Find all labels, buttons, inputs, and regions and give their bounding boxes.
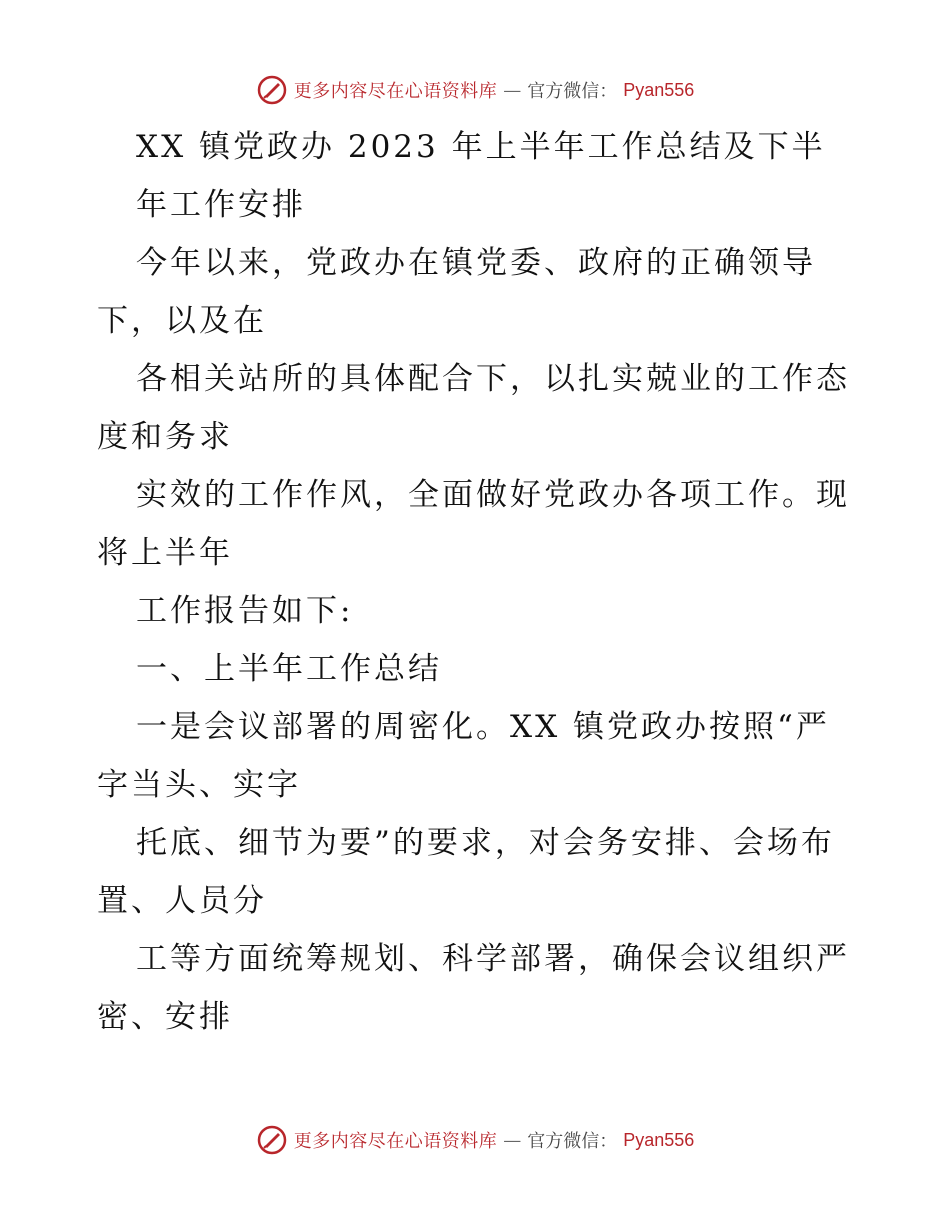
watermark-contact-id: Pyan556 [623,1129,695,1150]
paragraph-line: 置、人员分 [97,883,267,919]
paragraph-line: 工作报告如下: [136,593,354,629]
watermark-separator: — [503,79,522,101]
paragraph-line: 度和务求 [97,419,233,455]
watermark-contact-label: 官方微信： [527,1131,618,1152]
quill-logo-icon [256,1124,288,1156]
quill-logo-icon [256,74,288,106]
paragraph-line: 实效的工作作风，全面做好党政办各项工作。现 [136,477,850,513]
watermark-separator: — [503,1129,522,1151]
paragraph-line: 托底、细节为要”的要求，对会务安排、会场布 [136,825,835,861]
paragraph-line: 工等方面统筹规划、科学部署，确保会议组织严 [136,941,850,977]
watermark-contact-label: 官方微信： [527,81,618,102]
paragraph-line: 各相关站所的具体配合下，以扎实兢业的工作态 [136,361,850,397]
title-line-2: 年工作安排 [136,187,306,223]
paragraph-line: 下，以及在 [97,303,267,339]
section-heading: 一、上半年工作总结 [136,651,442,687]
paragraph-line: 将上半年 [97,535,233,571]
footer-watermark [0,1120,950,1160]
paragraph-line: 今年以来，党政办在镇党委、政府的正确领导 [136,245,816,281]
watermark-contact-id: Pyan556 [623,79,695,100]
paragraph-line: 字当头、实字 [97,767,301,803]
paragraph-line: 密、安排 [97,999,233,1035]
paragraph-line: 一是会议部署的周密化。XX 镇党政办按照“严 [136,709,830,745]
header-watermark [0,70,950,110]
watermark-text: 更多内容尽在心语资料库 [293,1131,498,1152]
title-line-1: XX 镇党政办 2023 年上半年工作总结及下半 [136,129,826,165]
watermark-text: 更多内容尽在心语资料库 [293,81,498,102]
